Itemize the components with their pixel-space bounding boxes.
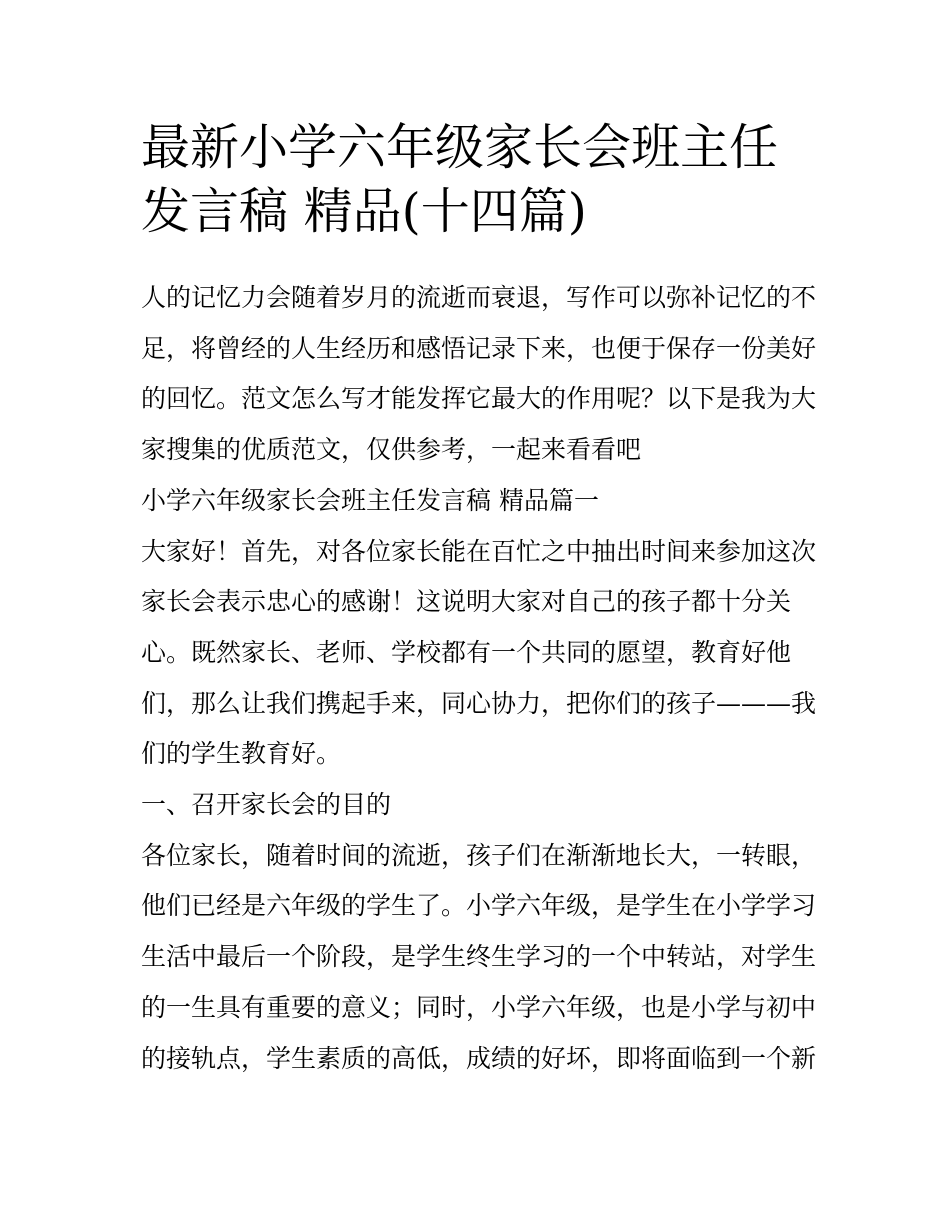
text-line: 们的学生教育好。 bbox=[141, 739, 342, 769]
text-line: 家长会表示忠心的感谢！这说明大家对自己的孩子都十分关 bbox=[141, 587, 792, 617]
text-line: 们，那么让我们携起手来，同心协力，把你们的孩子———我 bbox=[141, 688, 817, 718]
text-line: 家搜集的优质范文，仅供参考，一起来看看吧 bbox=[141, 435, 642, 465]
title-line: 发言稿 精品(十四篇) bbox=[141, 183, 587, 240]
body-paragraph bbox=[141, 831, 817, 1085]
text-line: 的一生具有重要的意义；同时，小学六年级，也是小学与初中 bbox=[141, 992, 817, 1022]
text-line: 生活中最后一个阶段，是学生终生学习的一个中转站，对学生 bbox=[141, 942, 817, 972]
document-body bbox=[141, 273, 817, 1084]
section-heading bbox=[141, 476, 817, 527]
text-line: 他们已经是六年级的学生了。小学六年级，是学生在小学学习 bbox=[141, 891, 817, 921]
greeting-paragraph bbox=[141, 527, 817, 781]
text-line: 足，将曾经的人生经历和感悟记录下来，也便于保存一份美好 bbox=[141, 333, 817, 363]
text-line: 的回忆。范文怎么写才能发挥它最大的作用呢？以下是我为大 bbox=[141, 384, 817, 414]
document-content bbox=[141, 116, 817, 1084]
document-title bbox=[141, 116, 817, 244]
title-line: 最新小学六年级家长会班主任 bbox=[141, 119, 779, 176]
text-line: 大家好！首先，对各位家长能在百忙之中抽出时间来参加这次 bbox=[141, 536, 817, 566]
text-line: 人的记忆力会随着岁月的流逝而衰退，写作可以弥补记忆的不 bbox=[141, 283, 817, 312]
subsection-heading bbox=[141, 780, 817, 831]
intro-paragraph bbox=[141, 273, 817, 476]
text-line: 的接轨点，学生素质的高低，成绩的好坏，即将面临到一个新 bbox=[141, 1043, 817, 1073]
text-line: 一、召开家长会的目的 bbox=[141, 790, 392, 820]
text-line: 小学六年级家长会班主任发言稿 精品篇一 bbox=[141, 485, 599, 515]
text-line: 心。既然家长、老师、学校都有一个共同的愿望，教育好他 bbox=[141, 637, 792, 667]
text-line: 各位家长，随着时间的流逝，孩子们在渐渐地长大，一转眼， bbox=[141, 840, 817, 870]
